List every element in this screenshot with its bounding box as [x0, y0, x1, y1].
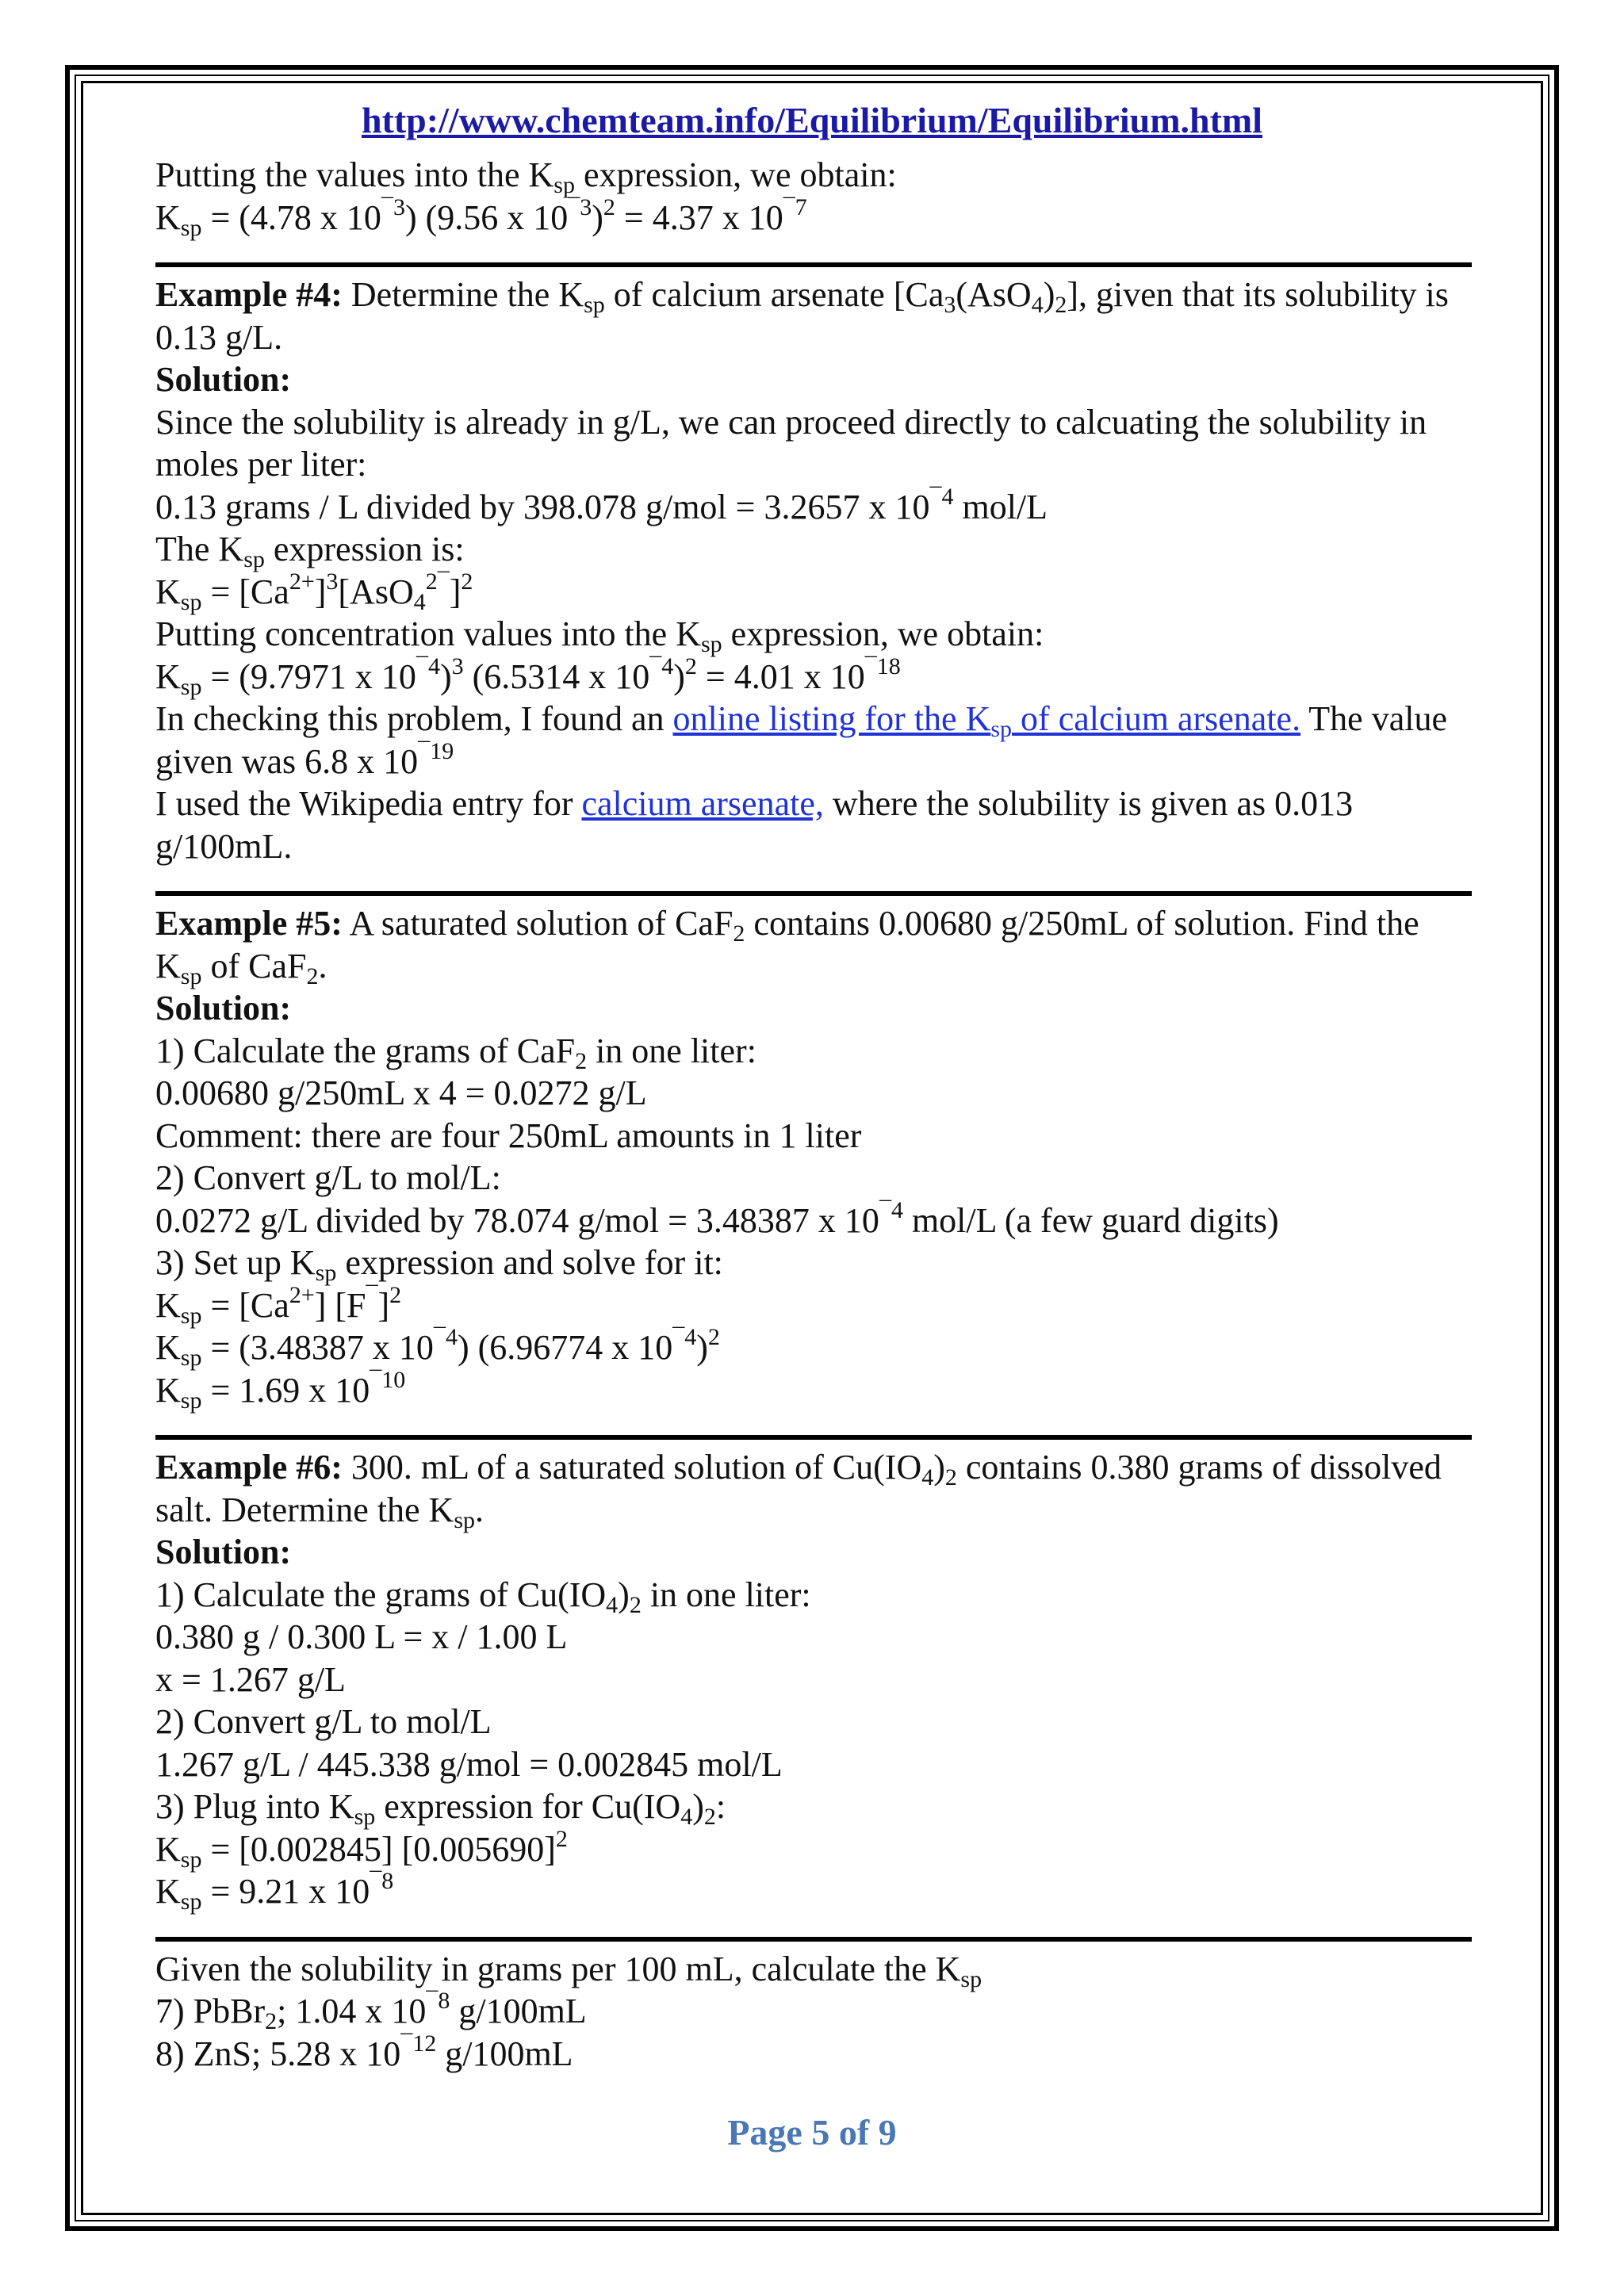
ksp-listing-link[interactable]: online listing for the $K_{sp}$ of calcium arsenate.: [672, 699, 1301, 742]
example-4-equation: $K_{sp} = [Ca^{2+}]^3[AsO_4^{2¯}]^2$: [155, 568, 473, 615]
example-4-step: The $K_{sp}$ expression is:: [155, 530, 465, 572]
document-body: [155, 154, 1472, 2075]
example-5-solution-heading: Solution:: [155, 989, 292, 1027]
problems-intro: Given the solubility in grams per 100 mL, calculate the $K_{sp}$: [155, 1949, 982, 1992]
intro-text: Putting the values into the $K_{sp}$ expression, we obtain:: [155, 155, 897, 198]
example-6-solution-heading: Solution:: [155, 1533, 292, 1571]
problem-8: 8) ZnS; 5.28 x $10^{¯12}$ g/100mL: [155, 2030, 573, 2073]
example-5-equation: $K_{sp} = (3.48387$ x $10^{¯4}$) (6.96774 x $10^{¯4})^2$: [155, 1324, 720, 1371]
example-5-step: 0.0272 g/L divided by 78.074 g/mol = 3.48387 x $10^{¯4}$ mol/L (a few guard digits): [155, 1196, 1279, 1240]
example-4-step: Putting concentration values into the $K_{sp}$ expression, we obtain:: [155, 614, 1044, 657]
example-4-step: Since the solubility is already in g/L, we can proceed directly to calcuating the solubility in moles per liter:: [155, 402, 1427, 484]
example-4-note: I used the Wikipedia entry for calcium arsenate, where the solubility is given as 0.013 g/100mL.: [155, 784, 1354, 866]
header-url-link[interactable]: http://www.chemteam.info/Equilibrium/Equilibrium.html: [361, 100, 1263, 140]
problem-7: 7) PbBr$_2$; 1.04 x $10^{¯8}$ g/100mL: [155, 1988, 587, 2034]
example-4-note: In checking this problem, I found an online listing for the $K_{sp}$ of calcium arsenate. The value given was 6.8 x $10^{¯19}$: [155, 699, 1447, 781]
example-6-step: 1) Calculate the grams of $Cu(IO_4)_2$ in one liter:: [155, 1575, 811, 1618]
example-6-step: 3) Plug into $K_{sp}$ expression for $Cu(IO_4)_2$:: [155, 1787, 726, 1830]
page-number: Page 5 of 9: [727, 2112, 897, 2152]
example-4-question: Example #4: Determine the $K_{sp}$ of calcium arsenate $[Ca_3(AsO_4)_2]$, given that its solubility is 0.13 g/L.: [155, 275, 1449, 357]
example-6-step: 0.380 g / 0.300 L = x / 1.00 L: [155, 1617, 568, 1656]
example-5-equation: $K_{sp} = [Ca^{2+}]$ $[F^¯]^2$: [155, 1281, 402, 1329]
example-6-step: x = 1.267 g/L: [155, 1659, 346, 1699]
example-6-step: 2) Convert g/L to mol/L: [155, 1702, 492, 1741]
example-5-step: Comment: there are four 250mL amounts in 1 liter: [155, 1115, 862, 1155]
example-6-step: 1.267 g/L / 445.338 g/mol = 0.002845 mol/L: [155, 1744, 783, 1784]
example-4-equation: $K_{sp} = (9.7971$ x $10^{¯4})^3$ (6.5314 x $10^{¯4})^2 = 4.01$ x $10^{¯18}$: [155, 652, 901, 700]
example-6-question: Example #6: 300. mL of a saturated solution of $Cu(IO_4)_2$ contains 0.380 grams of dissolved salt. Determine the $K_{sp}$.: [155, 1448, 1442, 1533]
example-6-equation: $K_{sp} = [0.002845]$ $[0.005690]^2$: [155, 1825, 568, 1873]
example-5-question: Example #5: A saturated solution of CaF$_2$ contains 0.00680 g/250mL of solution. Find the $K_{sp}$ of CaF$_2$.: [155, 904, 1419, 989]
intro-equation: $K_{sp} = (4.78$ x $10^{¯3}$) (9.56 x $10^{¯3})^2 = 4.37$ x $10^{¯7}$: [155, 193, 807, 241]
example-6-equation: $K_{sp} = 9.21$ x $10^{¯8}$: [155, 1868, 394, 1915]
example-5-step: 1) Calculate the grams of CaF$_2$ in one liter:: [155, 1031, 756, 1074]
example-5-step: 0.00680 g/250mL x 4 = 0.0272 g/L: [155, 1073, 647, 1112]
example-4-step: 0.13 grams / L divided by 398.078 g/mol = 3.2657 x $10^{¯4}$ mol/L: [155, 483, 1048, 526]
example-5-step: 3) Set up $K_{sp}$ expression and solve for it:: [155, 1243, 723, 1286]
example-4-solution-heading: Solution:: [155, 360, 292, 399]
example-5-equation: $K_{sp} = 1.69$ x $10^{¯10}$: [155, 1366, 406, 1414]
calcium-arsenate-link[interactable]: calcium arsenate,: [581, 784, 824, 823]
example-5-step: 2) Convert g/L to mol/L:: [155, 1158, 501, 1197]
